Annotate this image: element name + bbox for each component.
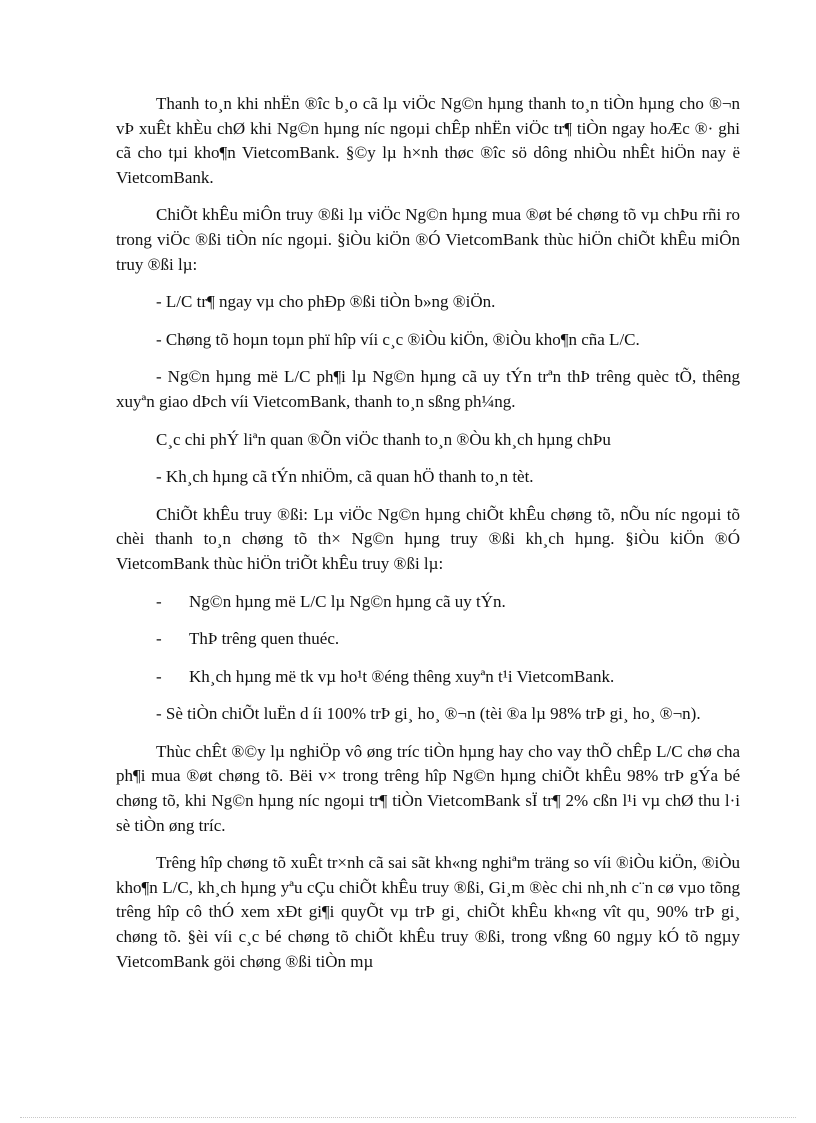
list-item-text: Kh¸ch hµng më tk vµ ho¹t ®éng thêng xuyªn t¹i VietcomBank.	[189, 666, 615, 686]
paragraph-condition-documents: - Chøng tõ hoµn toµn phï hîp víi c¸c ®iÒu kiÖn, ®iÒu kho¶n cña L/C.	[156, 329, 640, 349]
bullet-dash: -	[156, 666, 162, 686]
list-item-text: ThÞ trêng quen thuéc.	[189, 629, 340, 649]
paragraph-condition-customer: - Kh¸ch hµng cã tÝn nhiÖm, cã quan hÖ thanh to¸n tèt.	[156, 467, 534, 487]
paragraph-payment-on-credit-notice: Thanh to¸n khi nhËn ®îc b¸o cã lµ viÖc Ng©n hµng thanh to¸n tiÒn hµng cho ®¬n vÞ xuÊt khÈu chØ khi Ng©n hµng níc ngoµi chÊp nhËn viÖc tr¶ tiÒn ngay hoÆc ®· ghi cã cho tµi kho¶n VietcomBank. §©y lµ h×nh thøc ®îc sö dông nhiÒu nhÊt hiÖn nay ë VietcomBank.	[116, 94, 740, 187]
list-item	[116, 627, 740, 652]
paragraph-discount-amount: - Sè tiÒn chiÕt luËn d íi 100% trÞ gi¸ ho¸ ®¬n (tèi ®a lµ 98% trÞ gi¸ ho¸ ®¬n).	[156, 704, 701, 724]
list-item	[116, 590, 740, 615]
document-page	[116, 92, 740, 987]
paragraph-discount-with-recourse: ChiÕt khÊu truy ®ßi: Lµ viÖc Ng©n hµng chiÕt khÊu chøng tõ, nÕu níc ngoµi tõ chèi thanh to¸n chøng tõ th× Ng©n hµng truy ®ßi kh¸ch hµng. §iÒu kiÖn ®Ó VietcomBank thùc hiÖn triÕt khÊu truy ®ßi lµ:	[116, 504, 740, 573]
paragraph-condition-issuing-bank: - Ng©n hµng më L/C ph¶i lµ Ng©n hµng cã uy tÝn trªn thÞ trêng quèc tÕ, thêng xuyªn giao dÞch víi VietcomBank, thanh to¸n sßng ph¼ng.	[116, 367, 740, 411]
paragraph-condition-lc-sight: - L/C tr¶ ngay vµ cho phÐp ®ßi tiÒn b»ng ®iÖn.	[156, 292, 496, 312]
paragraph-discrepancy-case: Trêng hîp chøng tõ xuÊt tr×nh cã sai sãt kh«ng nghiªm träng so víi ®iÒu kiÖn, ®iÒu kho¶n L/C, kh¸ch hµng yªu cÇu chiÕt khÊu truy ®ßi, Gi¸m ®èc chi nh¸nh c¨n cø vµo tõng trêng hîp cô thÓ xem xÐt gi¶i quyÕt vµ trÞ gi¸ chiÕt khÊu kh«ng vît qu¸ 90% trÞ gi¸ chøng tõ. §èi víi c¸c bé chøng tõ chiÕt khÊu truy ®ßi, trong vßng 60 ngµy kÓ tõ ngµy VietcomBank göi chøng ®ßi tiÒn mµ	[116, 853, 740, 971]
page-bottom-divider	[20, 1117, 796, 1118]
paragraph-discount-without-recourse: ChiÕt khÊu miÔn truy ®ßi lµ viÖc Ng©n hµng mua ®øt bé chøng tõ vµ chÞu rñi ro trong viÖc ®ßi tiÒn níc ngoµi. §iÒu kiÖn ®Ó VietcomBank thùc hiÖn chiÕt khÊu miÔn truy ®ßi lµ:	[116, 205, 740, 274]
paragraph-nature: Thùc chÊt ®©y lµ nghiÖp vô øng tríc tiÒn hµng hay cho vay thÕ chÊp L/C chø cha ph¶i mua ®øt chøng tõ. Bëi v× trong trêng hîp Ng©n hµng chiÕt khÊu 98% trÞ gÝa bé chøng tõ, khi Ng©n hµng níc ngoµi tr¶ tiÒn VietcomBank sÏ tr¶ 2% cßn l¹i vµ chØ thu l·i sè tiÒn øng tríc.	[116, 741, 740, 835]
bullet-dash: -	[156, 629, 162, 649]
paragraph-costs: C¸c chi phÝ liªn quan ®Õn viÖc thanh to¸n ®Òu kh¸ch hµng chÞu	[156, 429, 611, 449]
list-item	[116, 665, 740, 690]
list-item-text: Ng©n hµng më L/C lµ Ng©n hµng cã uy tÝn.	[189, 591, 506, 611]
bullet-dash: -	[156, 591, 162, 611]
